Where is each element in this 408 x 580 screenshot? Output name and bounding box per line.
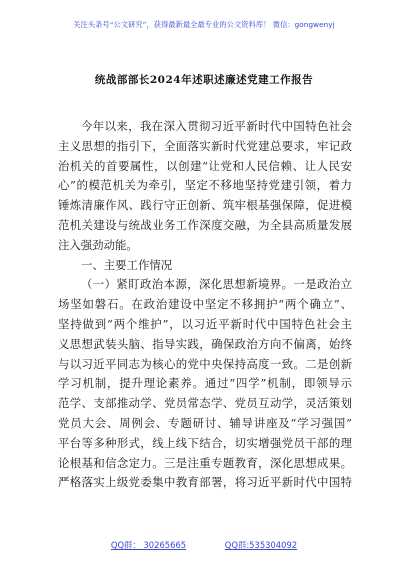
body-line: 坚持做到“两个维护”，以习近平新时代中国特色社会主 (58, 316, 352, 331)
body-line: 范机关建设与统战业务工作深度交融，为全县高质量发展 (58, 217, 352, 232)
qq-group-link-1[interactable]: QQ群： 30265665 (110, 540, 187, 550)
body-line: 严格落实上级党委集中教育部署，将习近平新时代中国特 (58, 475, 352, 490)
body-line: 义思想武装头脑、指导实践，确保政治方向不偏离，始终 (58, 336, 352, 351)
body-line: 主义思想的指引下，全面落实新时代党建总要求，牢记政 (58, 138, 352, 153)
body-line: 心”的模范机关为牵引，坚定不移地坚持党建引领，着力 (58, 178, 352, 193)
body-line: 今年以来，我在深入贯彻习近平新时代中国特色社会 (81, 119, 352, 133)
section-heading: 一、主要工作情况 (81, 257, 173, 272)
document-body (58, 117, 352, 493)
body-line: 与以习近平同志为核心的党中央保持高度一致。二是创新 (58, 356, 352, 371)
body-line: 论根基和信念定力。三是注重专题教育，深化思想成果。 (58, 455, 352, 470)
qq-group-link-2[interactable]: QQ群:535304092 (224, 540, 298, 550)
body-line: 党员大会、周例会、专题研讨、辅导讲座及“学习强国” (58, 415, 352, 430)
body-line: 学习机制，提升理论素养。通过“四学”机制，即领导示 (58, 376, 352, 391)
body-line: 平台等多种形式，线上线下结合，切实增强党员干部的理 (58, 435, 352, 450)
body-line: （一）紧盯政治本源，深化思想新境界。一是政治立 (81, 277, 352, 292)
body-line: 场坚如磐石。在政治建设中坚定不移拥护“两个确立”、 (58, 297, 352, 312)
body-line: 范学、支部推动学、党员常态学、党员互动学，灵活策划 (58, 396, 352, 411)
body-line: 锤炼清廉作风、践行守正创新、筑牢根基强保障，促进模 (58, 198, 352, 213)
body-line: 注入强劲动能。 (58, 237, 138, 252)
header-banner: 关注头条号“公文研究”，获得最新最全最专业的公文资料库！ 微信：gongwenyj (73, 20, 335, 29)
body-line: 治机关的首要属性，以创建“让党和人民信赖、让人民安 (58, 158, 352, 173)
document-title: 统战部部长2024年述职述廉述党建工作报告 (94, 74, 314, 86)
footer (0, 539, 408, 551)
